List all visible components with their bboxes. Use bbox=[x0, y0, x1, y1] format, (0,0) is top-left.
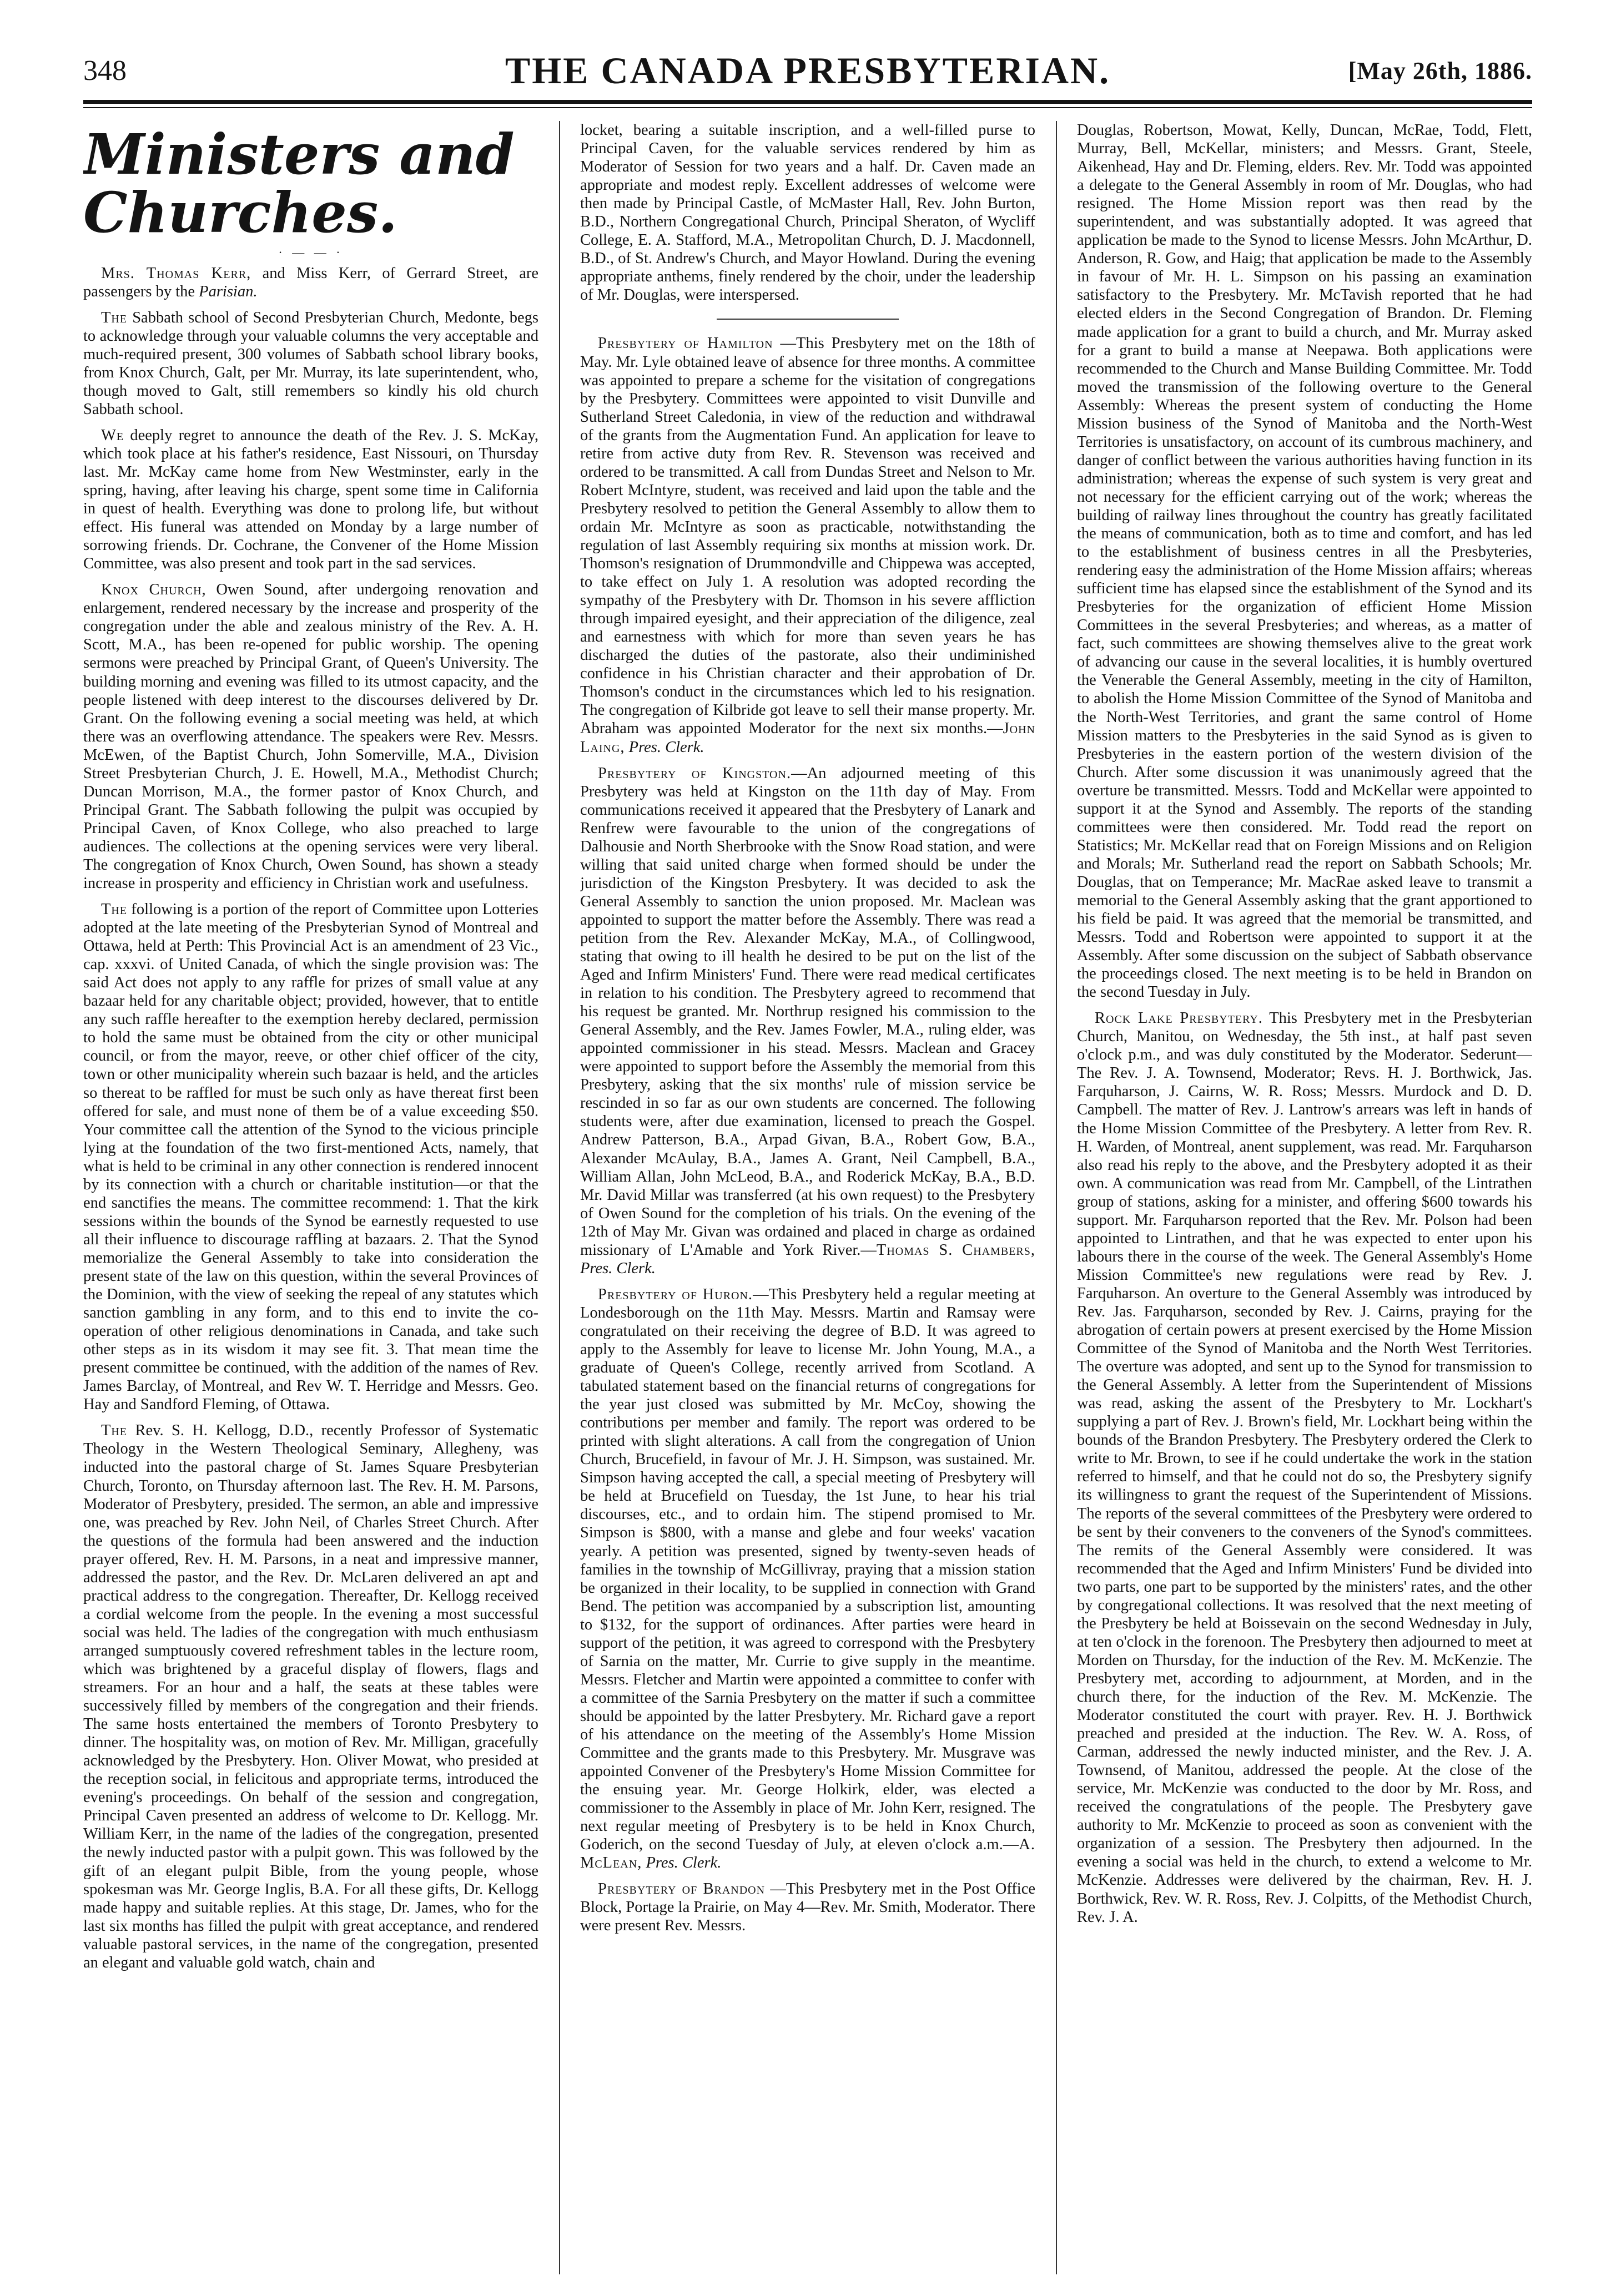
signature-title: Pres. Clerk. bbox=[580, 1259, 656, 1277]
article-paragraph bbox=[83, 264, 538, 301]
article-lead: Presbytery of Hamilton bbox=[598, 335, 773, 352]
article-paragraph bbox=[83, 426, 538, 573]
article-text: and Miss Kerr, of Gerrard Street, are passengers by the bbox=[83, 264, 538, 300]
article-lead: Knox Church, bbox=[101, 581, 207, 599]
article-paragraph bbox=[580, 121, 1035, 304]
article-text: —This Presbytery met in the Post Office Block, Portage la Prairie, on May 4—Rev. Mr. Smith, Moderator. There were present Rev. Messrs. bbox=[580, 1880, 1035, 1935]
article-text: —An adjourned meeting of this Presbytery was held at Kingston on the 11th day of May. From communications received it appeared that the Presbytery of Lanark and Renfrew were favourable to the union of the congregations of Dalhousie and North Sherbrooke with the Snow Road station, and were willing that said united charge when formed should be under the jurisdiction of the Kingston Presbytery. It was decided to ask the General Assembly to sanction the union proposed. Mr. Maclean was appointed to support the matter before the Assembly. There was read a petition from the Rev. Alexander McKay, M.A., of Collingwood, stating that owing to ill health he desired to be put on the list of the Aged and Infirm Ministers' Fund. There were read medical certificates in relation to his condition. The Presbytery agreed to recommend that his request be granted. Mr. Northrup resigned his commission to the General Assembly, and the Rev. James Fowler, M.A., ruling elder, was appointed commissioner in his stead. Messrs. Maclean and Gracey were appointed to support before the Assembly the memorial from this Presbytery, asking that the six months' rule of mission service be rescinded in so far as our own students are concerned. The following students were, after due examination, licensed to preach the Gospel. Andrew Patterson, B.A., Arpad Givan, B.A., Robert Gow, B.A., Alexander McAulay, B.A., James A. Grant, Neil Campbell, B.A., William Allan, John McLeod, B.A., and Roderick McKay, B.A., B.D. Mr. David Millar was transferred (at his own request) to the Presbytery of Owen Sound for the completion of his trials. On the evening of the 12th of May Mr. Givan was ordained and placed in charge as ordained missionary of L'Amable and York River.— bbox=[580, 764, 1035, 1259]
article-paragraph bbox=[1077, 1009, 1532, 1926]
section-title: Ministers and Churches. bbox=[83, 122, 515, 245]
article-text: Owen Sound, after undergoing renovation and enlargement, rendered necessary by the increase and prosperity of the congregation under the able and zealous ministry of the Rev. A. H. Scott, M.A., has been re-opened for public worship. The opening sermons were preached by Principal Grant, of Queen's University. The building morning and evening was filled to its utmost capacity, and the people listened with deep interest to the discourses delivered by Dr. Grant. On the following evening a social meeting was held, at which there was an overflowing attendance. The speakers were Rev. Messrs. McEwen, of the Baptist Church, John Somerville, M.A., Division Street Presbyterian Church, J. E. Howell, M.A., Methodist Church; Duncan Morrison, M.A., the former pastor of Knox Church, and Principal Grant. The Sabbath following the pulpit was occupied by Principal Caven, of Knox College, who also preached to large audiences. The collections at the opening services were very liberal. The congregation of Knox Church, Owen Sound, has shown a steady increase in prosperity and efficiency in Christian work and usefulness. bbox=[83, 581, 538, 892]
article-lead: Presbytery of Huron. bbox=[598, 1285, 753, 1303]
column-1 bbox=[83, 121, 538, 2285]
column-divider bbox=[1056, 121, 1057, 2274]
column-3 bbox=[1077, 121, 1532, 2285]
masthead bbox=[83, 49, 1532, 93]
newspaper-title: THE CANADA PRESBYTERIAN. bbox=[505, 49, 1111, 92]
article-lead: Mrs. Thomas Kerr, bbox=[101, 264, 251, 282]
article-paragraph bbox=[1077, 121, 1532, 1001]
signature-name: Thomas S. Chambers, bbox=[876, 1241, 1035, 1259]
article-lead: Presbytery of Brandon bbox=[598, 1880, 766, 1898]
section-separator: · — — · bbox=[278, 245, 344, 259]
signature-title: Pres. Clerk. bbox=[642, 1854, 722, 1872]
article-text: locket, bearing a suitable inscription, and a well-filled purse to Principal Caven, for the valuable services rendered by him as Moderator of Session for two years and a half. Dr. Caven made an appropriate and modest reply. Excellent addresses of welcome were then made by Principal Castle, of McMaster Hall, Rev. John Burton, B.D., Northern Congregational Church, Principal Sheraton, of Wycliff College, E. A. Stafford, M.A., Metropolitan Church, D. J. Macdonnell, B.D., of St. Andrew's Church, and Mayor Howland. During the evening appropriate anthems, finely rendered by the choir, under the leadership of Mr. Douglas, were interspersed. bbox=[580, 122, 1035, 304]
article-text: Douglas, Robertson, Mowat, Kelly, Duncan, McRae, Todd, Flett, Murray, Bell, McKellar, ministers; and Messrs. Grant, Steele, Aikenhead, Hay and Dr. Fleming, elders. Rev. Mr. Todd was appointed a delegate to the General Assembly in room of Mr. Douglas, who had resigned. The Home Mission report was then read by the superintendent, and was substantially adopted. It was agreed that application be made to the Synod to license Messrs. John McArthur, D. Anderson, R. Gow, and Haig; that application be made to the Assembly in favour of Mr. H. L. Simpson on his passing an examination satisfactory to the Presbytery. Mr. McTavish reported that he had elected elders in the Second Congregation of Brandon. Dr. Fleming made application for a grant to build a church, and Mr. Murray asked for a grant to build a manse at Neepawa. Both applications were recommended to the Church and Manse Building Committee. Mr. Todd moved the transmission of the following overture to the General Assembly: Whereas the present system of conducting the Home Mission business of the Synod of Manitoba and the North-West Territories is unsatisfactory, on account of its cumbrous machinery, and danger of conflict between the various authorities having function in its administration; whereas the expense of such system is very great and not necessary for the efficient carrying out of the work; whereas the building of railway lines throughout the country has greatly facilitated the means of communication, both as to time and comfort, and has led to the establishment of business centres in all the Presbyteries, rendering easy the administration of the Home Mission affairs; whereas sufficient time has elapsed since the establishment of the Synod and its Presbyteries for the organization of efficient Home Mission Committees in the several Presbyteries; and whereas, as a matter of fact, such committees are showing themselves alive to the great work of advancing our cause in the several localities, it is humbly overtured the Venerable the General Assembly, meeting in the city of Hamilton, to abolish the Home Mission Committee of the Synod of Manitoba and the North-West Territories, and grant the same control of Home Mission matters to the Presbyteries in the said Synod as is given to Presbyteries in the eastern portion of the western division of the Church. After some discussion it was unanimously agreed that the overture be transmitted. Messrs. Todd and McKellar were appointed to support it at the Synod and Assembly. The reports of the standing committees were then considered. Mr. Todd read the report on Statistics; Mr. McKellar read that on Foreign Missions and on Religion and Morals; Mr. Sutherland read the report on Sabbath Schools; Mr. Douglas, that on Temperance; Mr. MacRae asked leave to transmit a memorial to the General Assembly asking that the grant apportioned to his field be paid. It was agreed that the memorial be transmitted, and Messrs. Todd and Robertson were appointed to support it at the Assembly. After some discussion on the subject of Sabbath observance the proceedings closed. The next meeting is to be held in Brandon on the second Tuesday in July. bbox=[1077, 122, 1532, 1001]
article-paragraph bbox=[580, 334, 1035, 756]
article-paragraph bbox=[83, 900, 538, 1414]
article-text: This Presbytery met in the Presbyterian Church, Manitou, on Wednesday, the 5th inst., at half past seven o'clock p.m., and was duly constituted by the Moderator. Sederunt—The Rev. J. A. Townsend, Moderator; Revs. H. J. Borthwick, Jas. Farquharson, J. Cairns, W. R. Ross; Messrs. Murdock and D. D. Campbell. The matter of Rev. J. Lantrow's arrears was left in hands of the Home Mission Committee of the Presbytery. A letter from Rev. R. H. Warden, of Montreal, anent supplement, was read. Mr. Farquharson also read his reply to the above, and the Presbytery adopted it as their own. A communication was read from Mr. Campbell, of the Lintrathen group of stations, asking for a minister, and offering $600 towards his support. Mr. Farquharson reported that the Rev. Mr. Polson had been appointed to Lintrathen, and that he was expected to enter upon his labours there in the course of the week. The General Assembly's Home Mission Committee's new regulations were read by Rev. J. Farquharson. An overture to the General Assembly was introduced by Rev. Jas. Farquharson, seconded by Rev. J. Cairns, praying for the abrogation of certain powers at present exercised by the Home Mission Committee of the Synod of Manitoba and the North West Territories. The overture was adopted, and sent up to the Synod for transmission to the General Assembly. A letter from the Superintendent of Missions was read, asking the assent of the Presbytery to Mr. Lockhart's supplying a part of Rev. J. Brown's field, Mr. Lockhart being within the bounds of the Brandon Presbytery. The Presbytery ordered the Clerk to write to Mr. Brown, to see if he could undertake the work in the station referred to himself, and that he could not do so, the Presbytery signify its willingness to grant the request of the Superintendent of Missions. The reports of the several committees of the Presbytery were ordered to be sent by their conveners to the conveners of the Synod's committees. The remits of the General Assembly were considered. It was recommended that the Aged and Infirm Ministers' Fund be divided into two parts, one part to be supported by the ministers' rates, and the other by congregational collections. It was resolved that the next meeting of the Presbytery be held at Boissevain on the second Wednesday in July, at ten o'clock in the forenoon. The Presbytery then adjourned to meet at Morden on Thursday, for the induction of the Rev. M. McKenzie. The Presbytery met, according to adjournment, at Morden, and in the church there, for the induction of the Rev. M. McKenzie. The Moderator constituted the court with prayer. Rev. H. J. Borthwick preached and presided at the induction. The Rev. W. A. Ross, of Carman, addressed the newly inducted minister, and the Rev. J. A. Townsend, of Manitou, addressed the people. At the close of the service, Mr. McKenzie was conducted to the door by Mr. Ross, and received the congratulations of the people. The Presbytery gave authority to Mr. McKenzie to proceed as soon as convenient with the organization of a session. The Presbytery then adjourned. In the evening a social was held in the church, to extend a welcome to Mr. McKenzie. Addresses were delivered by the chairman, Rev. H. J. Borthwick, Rev. W. R. Ross, Rev. J. Colpitts, of the Methodist Church, Rev. J. A. bbox=[1077, 1010, 1532, 1926]
masthead-rule-thick bbox=[83, 100, 1532, 104]
article-paragraph bbox=[580, 1880, 1035, 1935]
article-paragraph bbox=[580, 1285, 1035, 1873]
article-text: —This Presbytery held a regular meeting at Londesborough on the 11th May. Messrs. Martin and Ramsay were congratulated on their receiving the degree of B.D. It was agreed to apply to the Assembly for leave to license Mr. John Young, M.A., a graduate of Queen's College, recently arrived from Scotland. A tabulated statement based on the financial returns of congregations for the year just closed was submitted by Mr. McCoy, showing the contributions per member and family. The report was ordered to be printed with slight alterations. A call from the congregation of Union Church, Brucefield, in favour of Mr. J. H. Simpson, was sustained. Mr. Simpson having accepted the call, a special meeting of Presbytery will be held at Brucefield on Tuesday, the 1st June, to hear his trial discourses, etc., and to ordain him. The stipend promised to Mr. Simpson is $800, with a manse and glebe and four weeks' vacation yearly. A petition was presented, signed by twenty-seven heads of families in the township of McGillivray, praying that a mission station be organized in their locality, to be supplied in connection with Grand Bend. The petition was accompanied by a subscription list, amounting to $132, for the support of ordinances. After parties were heard in support of the petition, it was agreed to correspond with the Presbytery of Sarnia on the matter, Mr. Currie to give supply in the meantime. Messrs. Fletcher and Martin were appointed a committee to confer with a committee of the Sarnia Presbytery on the matter if such a committee should be appointed by the latter Presbytery. Mr. Richard gave a report of his attendance on the meeting of the Assembly's Home Mission Committee and the grants made to this Presbytery. Mr. Musgrave was appointed Convener of the Presbytery's Home Mission Committee for the ensuing year. Mr. George Holkirk, elder, was elected a commissioner to the Assembly in place of Mr. John Kerr, resigned. The next regular meeting of Presbytery is to be held in Knox Church, Goderich, on the second Tuesday of July, at eleven o'clock a.m.— bbox=[580, 1285, 1035, 1854]
article-lead: Presbytery of Kingston. bbox=[598, 764, 792, 782]
article-text: —This Presbytery met on the 18th of May. Mr. Lyle obtained leave of absence for three months. A committee was appointed to prepare a scheme for the visitation of congregations by the Presbytery. Committees were appointed to visit Dunville and Sutherland Street Caledonia, in view of the reduction and withdrawal of the grants from the Augmentation Fund. An application for leave to retire from active duty from Rev. R. Stevenson was received and ordered to be transmitted. A call from Dundas Street and Nelson to Mr. Robert McIntyre, student, was received and laid upon the table and the Presbytery resolved to petition the General Assembly to allow them to ordain Mr. McIntyre as soon as practicable, notwithstanding the regulation of last Assembly requiring six months at mission work. Dr. Thomson's resignation of Drummondville and Chippewa was accepted, to take effect on July 1. A resolution was adopted recording the sympathy of the Presbytery with Dr. Thomson in his severe affliction through impaired eyesight, and their appreciation of the diligence, zeal and earnestness with which for more than seven years he has discharged the duties of the pastorate, also their undiminished confidence in his Christian character and their approbation of Dr. Thomson's conduct in the circumstances which led to his resignation. The congregation of Kilbride got leave to sell their manse property. Mr. Abraham was appointed Moderator for the next six months.— bbox=[580, 335, 1035, 738]
article-lead: The bbox=[101, 901, 128, 919]
article-divider bbox=[717, 319, 899, 320]
article-lead: We bbox=[101, 426, 124, 444]
column-2 bbox=[580, 121, 1035, 2285]
signature-name: A. McLean, bbox=[580, 1836, 1035, 1872]
masthead-rule-thin bbox=[83, 107, 1532, 108]
article-lead: The bbox=[101, 309, 128, 326]
article-text: following is a portion of the report of Committee upon Lotteries adopted at the late meeting of the Presbyterian Synod of Montreal and Ottawa, held at Perth: This Provincial Act is an amendment of 23 Vic., cap. xxxvi. of United Canada, of which the single provision was: The said Act does not apply to any raffle for prizes of small value at any bazaar held for any charitable object; provided, however, that to entitle any such raffle hereafter to the exemption hereby declared, permission to hold the same must be obtained from the city or other municipal council, or from the mayor, reeve, or other chief officer of the city, town or other municipality wherein such bazaar is held, and the articles so thereat to be raffled for must be such only as have thereat first been offered for sale, and must none of them be of a value exceeding $50. Your committee call the attention of the Synod to the vicious principle lying at the foundation of the two first-mentioned Acts, namely, that what is held to be criminal in any other connection is rendered innocent by its connection with a church or charitable institution—or that the end sanctifies the means. The committee recommend: 1. That the kirk sessions within the bounds of the Synod be earnestly requested to use all their influence to discourage raffling at bazaars. 2. That the Synod memorialize the General Assembly to take into consideration the present state of the law on this question, within the several Provinces of the Dominion, with the view of seeking the repeal of any statutes which sanction gambling in any form, and to this end to invite the co-operation of other religious denominations in Canada, and take such other steps as in its wisdom it may see fit. 3. That mean time the present committee be continued, with the addition of the names of Rev. James Barclay, of Montreal, and Rev W. T. Herridge and Messrs. Geo. Hay and Sandford Fleming, of Ottawa. bbox=[83, 901, 538, 1414]
article-paragraph bbox=[83, 581, 538, 892]
article-lead: Rock Lake Presbytery. bbox=[1095, 1010, 1263, 1027]
article-paragraph bbox=[580, 764, 1035, 1278]
signature-name: John Laing, bbox=[580, 720, 1035, 756]
article-paragraph bbox=[83, 1421, 538, 1971]
signature-title: Parisian. bbox=[199, 282, 258, 300]
article-text: deeply regret to announce the death of the Rev. J. S. McKay, which took place at his father's residence, East Nissouri, on Thursday last. Mr. McKay came home from New Westminster, early in the spring, having, after leaving his charge, spent some time in California in quest of health. Everything was done to prolong life, but without effect. His funeral was attended on Monday by a large number of sorrowing friends. Dr. Cochrane, the Convener of the Home Mission Committee, was also present and took part in the sad services. bbox=[83, 426, 538, 573]
column-divider bbox=[559, 121, 560, 2274]
signature-title: Pres. Clerk. bbox=[625, 738, 704, 756]
article-text: Rev. S. H. Kellogg, D.D., recently Professor of Systematic Theology in the Western Theological Seminary, Allegheny, was inducted into the pastoral charge of St. James Square Presbyterian Church, Toronto, on Thursday afternoon last. The Rev. H. M. Parsons, Moderator of Presbytery, presided. The sermon, an able and impressive one, was preached by Rev. John Neil, of Charles Street Church. After the questions of the formula had been answered and the induction prayer offered, Rev. H. M. Parsons, in a neat and impressive manner, addressed the pastor, and the Rev. Dr. McLaren delivered an apt and practical address to the congregation. Thereafter, Dr. Kellogg received a cordial welcome from the people. In the evening a most successful social was held. The ladies of the congregation with much enthusiasm arranged sumptuously covered refreshment tables in the lecture room, which was brightened by a graceful display of flowers, flags and streamers. For an hour and a half, the seats at these tables were successively filled by members of the congregation and their friends. The same hosts entertained the members of Toronto Presbytery to dinner. The hospitality was, on motion of Rev. Mr. Milligan, gracefully acknowledged by the Presbytery. Hon. Oliver Mowat, who presided at the reception social, in felicitous and appropriate terms, introduced the evening's proceedings. On behalf of the session and congregation, Principal Caven presented an address of welcome to Dr. Kellogg. Mr. William Kerr, in the name of the ladies of the congregation, presented the newly inducted pastor with a pulpit gown. This was followed by the gift of an elegant pulpit Bible, from the young people, whose spokesman was Mr. George Inglis, B.A. For all these gifts, Dr. Kellogg made happy and suitable replies. At this stage, Dr. James, who for the last six months has filled the pulpit with great acceptance, and rendered valuable pastoral services, in the name of the congregation, presented an elegant and valuable gold watch, chain and bbox=[83, 1422, 538, 1971]
article-paragraph bbox=[83, 309, 538, 418]
page-number: 348 bbox=[83, 55, 127, 87]
issue-date: [May 26th, 1886. bbox=[1348, 57, 1532, 84]
article-lead: The bbox=[101, 1422, 128, 1440]
article-text: Sabbath school of Second Presbyterian Church, Medonte, begs to acknowledge through your valuable columns the very acceptable and much-required present, 300 volumes of Sabbath school library books, from Knox Church, Galt, per Mr. Murray, its late superintendent, who, though moved to Galt, still remembers so kindly his old church Sabbath school. bbox=[83, 309, 538, 418]
